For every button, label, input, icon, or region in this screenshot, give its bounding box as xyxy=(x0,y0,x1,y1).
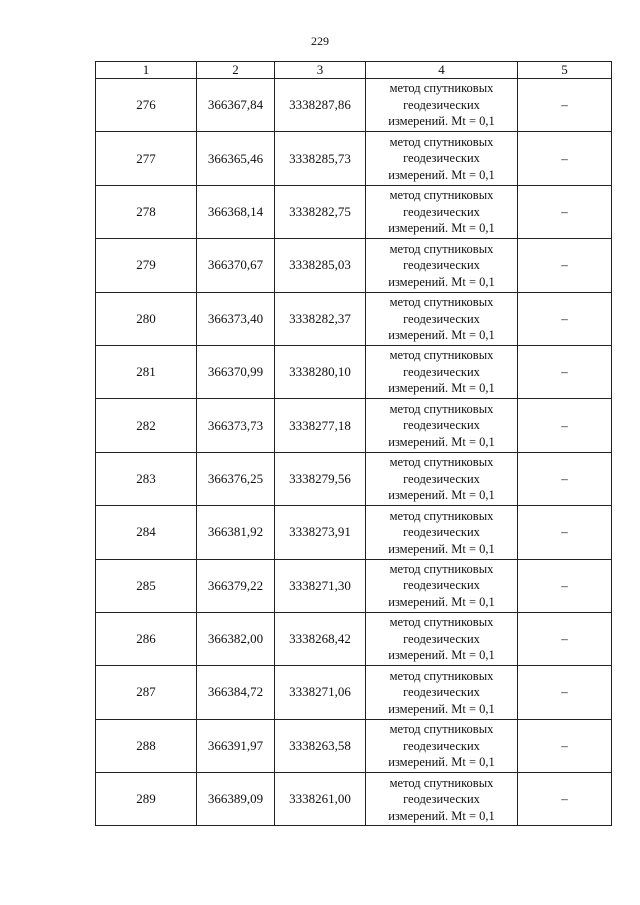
method-text-line: геодезических xyxy=(403,311,480,326)
table-row xyxy=(96,239,612,292)
method-text-line: измерений. Mt = 0,1 xyxy=(388,381,495,396)
y-coordinate-cell: 3338282,37 xyxy=(275,292,366,345)
table-row xyxy=(96,452,612,505)
method-text-line: метод спутниковых xyxy=(389,775,494,790)
method-cell xyxy=(366,399,518,452)
note-cell: – xyxy=(518,345,612,398)
x-coordinate-cell: 366382,00 xyxy=(197,612,275,665)
y-coordinate-cell: 3338271,06 xyxy=(275,666,366,719)
method-text-line: измерений. Mt = 0,1 xyxy=(388,755,495,770)
x-coordinate-cell: 366391,97 xyxy=(197,719,275,772)
method-text-line: измерений. Mt = 0,1 xyxy=(388,167,495,182)
header-col-2: 2 xyxy=(197,62,275,79)
header-col-1: 1 xyxy=(96,62,197,79)
method-text-line: метод спутниковых xyxy=(389,401,494,416)
x-coordinate-cell: 366367,84 xyxy=(197,79,275,132)
point-number-cell: 284 xyxy=(96,506,197,559)
method-text-line: геодезических xyxy=(403,204,480,219)
method-text-line: измерений. Mt = 0,1 xyxy=(388,274,495,289)
point-number-cell: 289 xyxy=(96,773,197,826)
method-text-line: метод спутниковых xyxy=(389,508,494,523)
method-text-line: геодезических xyxy=(403,151,480,166)
method-text-line: измерений. Mt = 0,1 xyxy=(388,594,495,609)
y-coordinate-cell: 3338271,30 xyxy=(275,559,366,612)
y-coordinate-cell: 3338287,86 xyxy=(275,79,366,132)
table-row xyxy=(96,773,612,826)
x-coordinate-cell: 366381,92 xyxy=(197,506,275,559)
method-text-line: геодезических xyxy=(403,471,480,486)
method-cell xyxy=(366,239,518,292)
table-row xyxy=(96,719,612,772)
method-cell xyxy=(366,559,518,612)
method-text-line: метод спутниковых xyxy=(389,722,494,737)
table-row xyxy=(96,506,612,559)
y-coordinate-cell: 3338277,18 xyxy=(275,399,366,452)
point-number-cell: 277 xyxy=(96,132,197,185)
method-text-line: измерений. Mt = 0,1 xyxy=(388,328,495,342)
y-coordinate-cell: 3338279,56 xyxy=(275,452,366,505)
point-number-cell: 285 xyxy=(96,559,197,612)
table-body xyxy=(96,79,612,826)
table-row xyxy=(96,612,612,665)
y-coordinate-cell: 3338282,75 xyxy=(275,185,366,238)
note-cell: – xyxy=(518,185,612,238)
method-text-line: метод спутниковых xyxy=(389,134,494,149)
note-cell: – xyxy=(518,79,612,132)
x-coordinate-cell: 366379,22 xyxy=(197,559,275,612)
x-coordinate-cell: 366370,99 xyxy=(197,345,275,398)
note-cell: – xyxy=(518,239,612,292)
note-cell: – xyxy=(518,612,612,665)
note-cell: – xyxy=(518,666,612,719)
x-coordinate-cell: 366389,09 xyxy=(197,773,275,826)
y-coordinate-cell: 3338280,10 xyxy=(275,345,366,398)
method-text-line: геодезических xyxy=(403,685,480,700)
method-text-line: измерений. Mt = 0,1 xyxy=(388,434,495,449)
header-row xyxy=(96,62,612,79)
method-text-line: геодезических xyxy=(403,738,480,753)
coordinates-table xyxy=(95,61,612,826)
method-text-line: метод спутниковых xyxy=(389,615,494,630)
method-cell xyxy=(366,185,518,238)
point-number-cell: 280 xyxy=(96,292,197,345)
method-text-line: геодезических xyxy=(403,578,480,593)
method-cell xyxy=(366,773,518,826)
header-col-3: 3 xyxy=(275,62,366,79)
method-text-line: метод спутниковых xyxy=(389,455,494,470)
y-coordinate-cell: 3338285,73 xyxy=(275,132,366,185)
method-text-line: метод спутниковых xyxy=(389,348,494,363)
table-row xyxy=(96,132,612,185)
method-text-line: измерений. Mt = 0,1 xyxy=(388,808,495,823)
note-cell: – xyxy=(518,559,612,612)
point-number-cell: 278 xyxy=(96,185,197,238)
x-coordinate-cell: 366365,46 xyxy=(197,132,275,185)
note-cell: – xyxy=(518,773,612,826)
x-coordinate-cell: 366370,67 xyxy=(197,239,275,292)
table-row xyxy=(96,292,612,345)
point-number-cell: 288 xyxy=(96,719,197,772)
method-text-line: метод спутниковых xyxy=(389,81,494,96)
method-text-line: геодезических xyxy=(403,364,480,379)
table-header xyxy=(96,62,612,79)
note-cell: – xyxy=(518,506,612,559)
method-text-line: измерений. Mt = 0,1 xyxy=(388,221,495,236)
method-cell xyxy=(366,719,518,772)
y-coordinate-cell: 3338261,00 xyxy=(275,773,366,826)
x-coordinate-cell: 366373,73 xyxy=(197,399,275,452)
method-cell xyxy=(366,292,518,345)
method-text-line: метод спутниковых xyxy=(389,241,494,256)
note-cell: – xyxy=(518,399,612,452)
y-coordinate-cell: 3338263,58 xyxy=(275,719,366,772)
method-cell xyxy=(366,345,518,398)
header-col-4: 4 xyxy=(366,62,518,79)
x-coordinate-cell: 366368,14 xyxy=(197,185,275,238)
method-text-line: геодезических xyxy=(403,792,480,807)
point-number-cell: 281 xyxy=(96,345,197,398)
method-text-line: измерений. Mt = 0,1 xyxy=(388,488,495,503)
method-text-line: геодезических xyxy=(403,258,480,273)
x-coordinate-cell: 366376,25 xyxy=(197,452,275,505)
method-cell xyxy=(366,452,518,505)
table-row xyxy=(96,559,612,612)
point-number-cell: 286 xyxy=(96,612,197,665)
method-text-line: измерений. Mt = 0,1 xyxy=(388,541,495,556)
page-number: 229 xyxy=(311,34,329,48)
table-row xyxy=(96,399,612,452)
x-coordinate-cell: 366373,40 xyxy=(197,292,275,345)
method-cell xyxy=(366,666,518,719)
point-number-cell: 287 xyxy=(96,666,197,719)
table-row xyxy=(96,79,612,132)
method-text-line: метод спутниковых xyxy=(389,561,494,576)
method-text-line: метод спутниковых xyxy=(389,668,494,683)
method-text-line: измерений. Mt = 0,1 xyxy=(388,114,495,129)
note-cell: – xyxy=(518,132,612,185)
table-row xyxy=(96,345,612,398)
method-text-line: метод спутниковых xyxy=(389,188,494,203)
method-cell xyxy=(366,79,518,132)
method-text-line: измерений. Mt = 0,1 xyxy=(388,701,495,716)
note-cell: – xyxy=(518,719,612,772)
point-number-cell: 283 xyxy=(96,452,197,505)
method-cell xyxy=(366,506,518,559)
method-text-line: измерений. Mt = 0,1 xyxy=(388,648,495,663)
table-row xyxy=(96,666,612,719)
point-number-cell: 282 xyxy=(96,399,197,452)
header-col-5: 5 xyxy=(518,62,612,79)
x-coordinate-cell: 366384,72 xyxy=(197,666,275,719)
method-text-line: геодезических xyxy=(403,97,480,112)
note-cell: – xyxy=(518,452,612,505)
table-row xyxy=(96,185,612,238)
method-text-line: геодезических xyxy=(403,525,480,540)
point-number-cell: 279 xyxy=(96,239,197,292)
method-cell xyxy=(366,132,518,185)
y-coordinate-cell: 3338268,42 xyxy=(275,612,366,665)
method-text-line: геодезических xyxy=(403,418,480,433)
method-cell xyxy=(366,612,518,665)
method-text-line: метод спутниковых xyxy=(389,295,494,309)
y-coordinate-cell: 3338273,91 xyxy=(275,506,366,559)
note-cell: – xyxy=(518,292,612,345)
point-number-cell: 276 xyxy=(96,79,197,132)
y-coordinate-cell: 3338285,03 xyxy=(275,239,366,292)
method-text-line: геодезических xyxy=(403,631,480,646)
